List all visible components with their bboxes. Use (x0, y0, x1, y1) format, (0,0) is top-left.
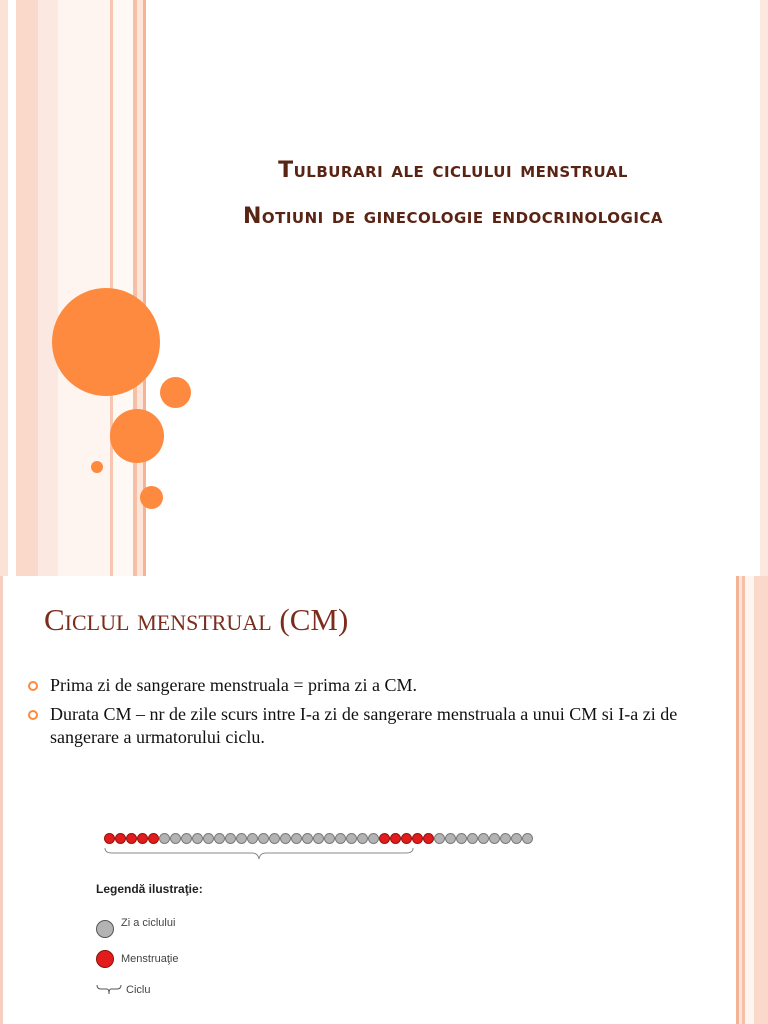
decor-stripe (0, 576, 3, 1024)
decor-circle-small (160, 377, 191, 408)
cycle-brace-icon (104, 847, 414, 861)
legend-item-menstruation (96, 950, 178, 968)
bullet-list (28, 674, 728, 755)
bullet-circle-icon (28, 710, 38, 720)
decor-stripe (8, 0, 16, 576)
menstruation-day-dot (126, 833, 137, 844)
cycle-day-dot (192, 833, 203, 844)
decor-stripe (760, 0, 768, 576)
legend-label: Menstruaţie (121, 953, 179, 965)
legend-item-day (96, 917, 176, 938)
brace-icon (96, 984, 122, 996)
legend-item-cycle (96, 984, 150, 996)
menstruation-day-dot (148, 833, 159, 844)
cycle-day-dot (225, 833, 236, 844)
menstruation-day-dot (104, 833, 115, 844)
menstruation-dot-icon (96, 950, 114, 968)
cycle-day-dot (445, 833, 456, 844)
cycle-day-dot (258, 833, 269, 844)
slide-title-line1: Tulburari ale ciclului menstrual (278, 158, 628, 183)
legend-label: Zi a ciclului (121, 917, 176, 929)
slide-title-line2: Notiuni de ginecologie endocrinologica (242, 204, 664, 229)
cycle-day-dot (181, 833, 192, 844)
cycle-day-dot (302, 833, 313, 844)
content-slide (0, 576, 768, 1024)
decor-stripe (38, 0, 58, 576)
cycle-day-dot (500, 833, 511, 844)
bullet-text: Prima zi de sangerare menstruala = prima zi a CM. (50, 675, 418, 695)
menstruation-day-dot (412, 833, 423, 844)
cycle-day-dot (478, 833, 489, 844)
cycle-day-dot (170, 833, 181, 844)
cycle-day-dot (522, 833, 533, 844)
day-dot-icon (96, 920, 114, 938)
menstruation-day-dot (390, 833, 401, 844)
cycle-day-dot (159, 833, 170, 844)
bullet-circle-icon (28, 681, 38, 691)
cycle-day-dot (269, 833, 280, 844)
cycle-day-dot (280, 833, 291, 844)
cycle-day-dot (313, 833, 324, 844)
decor-stripe (745, 576, 754, 1024)
cycle-day-dot (467, 833, 478, 844)
cycle-day-dot (456, 833, 467, 844)
menstruation-day-dot (423, 833, 434, 844)
menstruation-day-dot (115, 833, 126, 844)
menstruation-day-dot (401, 833, 412, 844)
cycle-day-dot (335, 833, 346, 844)
cycle-day-dot (368, 833, 379, 844)
legend-label: Ciclu (126, 984, 151, 996)
decor-circle-tiny (91, 461, 103, 473)
menstruation-day-dot (137, 833, 148, 844)
slide-heading: Ciclul menstrual (CM) (44, 602, 349, 637)
decor-stripe (754, 576, 768, 1024)
cycle-day-dot (203, 833, 214, 844)
decor-circle-large (52, 288, 160, 396)
cycle-day-dot (511, 833, 522, 844)
bullet-item (28, 674, 728, 697)
decor-circle-medium (110, 409, 164, 463)
cycle-day-dot (357, 833, 368, 844)
decor-circle-small (140, 486, 163, 509)
decor-stripe (16, 0, 38, 576)
cycle-day-dot (236, 833, 247, 844)
cycle-day-dot (247, 833, 258, 844)
cycle-day-sequence (104, 833, 533, 844)
legend-title: Legendă ilustraţie: (96, 882, 203, 896)
bullet-text: Durata CM – nr de zile scurs intre I-a zi de sangerare menstruala a unui CM si I-a zi de sangerare a urmatorului ciclu. (50, 704, 678, 747)
decor-stripe (0, 0, 8, 576)
cycle-day-dot (489, 833, 500, 844)
cycle-day-dot (291, 833, 302, 844)
cycle-day-dot (324, 833, 335, 844)
cycle-day-dot (346, 833, 357, 844)
menstruation-day-dot (379, 833, 390, 844)
cycle-day-dot (214, 833, 225, 844)
cycle-day-dot (434, 833, 445, 844)
bullet-item (28, 703, 728, 749)
